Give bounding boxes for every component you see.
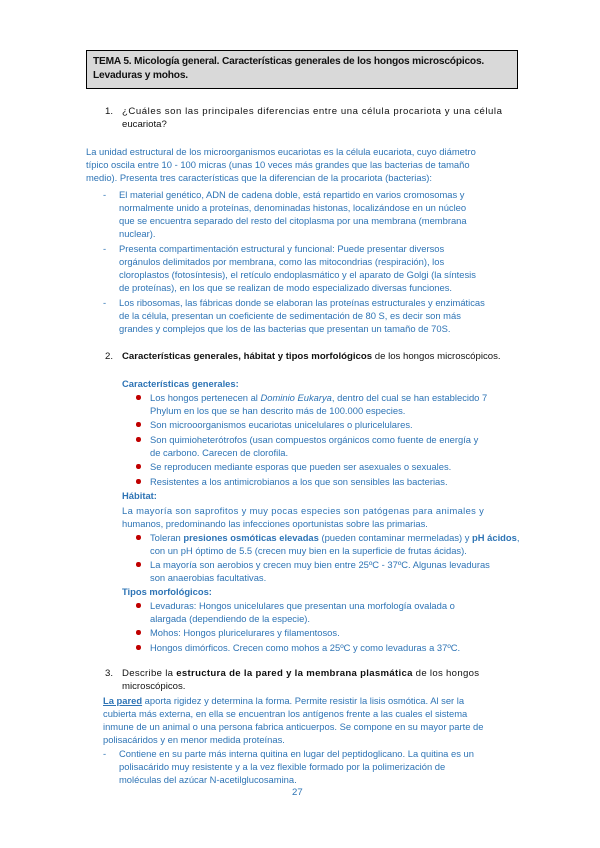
habitat-line: La mayoría son saprofitos y muy pocas especies son patógenas para animales y xyxy=(122,505,485,516)
pared-paragraph xyxy=(103,694,483,746)
question-3-post: de los hongos xyxy=(412,668,480,679)
pared-dash-line: Contiene en su parte más interna quitina en lugar del peptidoglicano. La quitina es un xyxy=(119,748,474,759)
tipos-item-2 xyxy=(150,626,340,639)
generales-item-line xyxy=(150,391,487,404)
pared-dash-line: moléculas del azúcar N-acetilglucosamina. xyxy=(119,774,297,785)
habitat-item-pre: Toleran xyxy=(150,532,184,543)
bullet-marker xyxy=(136,437,141,442)
generales-item-pre: Los hongos pertenecen al xyxy=(150,392,261,403)
pared-line-text: aporta rigidez y determina la forma. Permite resistir la lisis osmótica. Al ser la xyxy=(142,695,465,706)
habitat-heading: Hábitat: xyxy=(122,490,157,501)
bullet-marker xyxy=(136,535,141,540)
q1-item-line: cloroplastos (fotosíntesis), el retículo endoplasmático y el aparato de Golgi (la síntesis xyxy=(119,269,476,280)
generales-item-line: Se reproducen mediante esporas que pueden ser asexuales o sexuales. xyxy=(150,461,452,472)
title-line-1: TEMA 5. Micología general. Características generales de los hongos microscópicos. xyxy=(93,56,485,67)
pared-label: La pared xyxy=(103,695,143,706)
question-3-text xyxy=(122,667,516,693)
q1-item-line: Presenta compartimentación estructural y funcional: Puede presentar diversos xyxy=(119,243,445,254)
q1-item-line: de proteínas), en los que se realizan de modo especializado diversas funciones. xyxy=(119,282,453,293)
generales-item-line: Son quimioheterótrofos (usan compuestos orgánicos como fuente de energía y xyxy=(150,434,479,445)
dash-marker: - xyxy=(103,243,107,254)
generales-item-italic: Dominio Eukarya xyxy=(260,392,332,403)
habitat-item-mid: (pueden contaminar mermeladas) y xyxy=(318,532,473,543)
q1-item-line: nuclear). xyxy=(119,228,156,239)
generales-heading: Características generales: xyxy=(122,378,239,389)
question-3-pre: Describe la xyxy=(122,668,177,679)
q1-item-line: El material genético, ADN de cadena doble, está repartido en varios cromosomas y xyxy=(119,189,465,200)
bullet-marker xyxy=(136,562,141,567)
title-line-2: Levaduras y mohos. xyxy=(93,70,188,81)
tipos-item-3 xyxy=(150,641,460,654)
habitat-paragraph xyxy=(122,504,516,530)
q1-item-2 xyxy=(119,242,476,294)
habitat-item-bold: presiones osmóticas elevadas xyxy=(183,532,319,543)
habitat-item-line: con un pH óptimo de 5.5 (crecen muy bien en la superficie de frutas ácidas). xyxy=(150,545,467,556)
question-1-number: 1. xyxy=(105,106,114,117)
q1-item-3 xyxy=(119,296,485,335)
generales-item-line: Phylum en los que se han descrito más de 100.000 especies. xyxy=(150,405,406,416)
question-2-text xyxy=(122,350,501,363)
question-3-line-2: microscópicos. xyxy=(122,681,186,692)
question-2-rest: de los hongos microscópicos. xyxy=(372,351,501,362)
generales-item-post: , dentro del cual se han establecido 7 xyxy=(331,392,488,403)
dash-marker: - xyxy=(103,748,107,759)
q1-item-line: Los ribosomas, las fábricas donde se elaboran las proteínas estructurales y enzimáticas xyxy=(119,297,485,308)
pared-line: cubierta más externa, en ella se encuentran los antígenos frente a las cuales el sistema xyxy=(103,708,468,719)
q1-item-line: grandes y complejos que los de las bacterias que presentan un tamaño de 70S. xyxy=(119,323,451,334)
habitat-item-2 xyxy=(150,558,490,584)
habitat-item-line xyxy=(150,531,519,544)
tipos-item-line: Mohos: Hongos pluricelurares y filamentosos. xyxy=(150,627,340,638)
pared-dash-item xyxy=(119,747,474,786)
q1-intro-paragraph xyxy=(86,145,476,184)
question-2-bold: Características generales, hábitat y tipos morfológicos xyxy=(122,351,373,362)
q1-intro-line: medio). Presenta tres características que la diferencian de la procariota (bacterias): xyxy=(86,172,432,183)
question-1-line-2: eucariota? xyxy=(122,119,167,130)
habitat-item-line: son anaerobias facultativas. xyxy=(150,572,267,583)
q1-intro-line: típico oscila entre 10 - 100 micras (unas 10 veces más grandes que las bacterias de tamaño xyxy=(86,159,470,170)
question-1-text xyxy=(122,105,516,131)
q1-item-1 xyxy=(119,188,467,240)
question-2-number: 2. xyxy=(105,351,114,362)
generales-item-5 xyxy=(150,475,448,488)
bullet-marker xyxy=(136,630,141,635)
generales-item-line: Resistentes a los antimicrobianos a los que son sensibles las bacterias. xyxy=(150,476,448,487)
dash-marker: - xyxy=(103,189,107,200)
habitat-line: humanos, predominando las infecciones oportunistas sobre las primarias. xyxy=(122,518,428,529)
title-box xyxy=(86,50,518,89)
tipos-item-line: Hongos dimórficos. Crecen como mohos a 25ºC y como levaduras a 37ºC. xyxy=(150,642,461,653)
pared-dash-line: polisacárido muy resistente y a la vez flexible formado por la polimerización de xyxy=(119,761,446,772)
question-1-line-1: ¿Cuáles son las principales diferencias entre una célula procariota y una célula xyxy=(122,106,503,117)
generales-item-line: Son microoorganismos eucariotas unicelulares o pluricelulares. xyxy=(150,419,413,430)
tipos-item-1 xyxy=(150,599,455,625)
page-number: 27 xyxy=(292,787,303,798)
tipos-heading: Tipos morfológicos: xyxy=(122,586,212,597)
generales-item-4 xyxy=(150,460,451,473)
question-3-bold: estructura de la pared y la membrana plasmática xyxy=(176,668,413,679)
habitat-item-line: La mayoría son aerobios y crecen muy bien entre 25ºC - 37ºC. Algunas levaduras xyxy=(150,559,490,570)
bullet-marker xyxy=(136,645,141,650)
question-3-number: 3. xyxy=(105,668,114,679)
tipos-item-line: alargada (dependiendo de la especie). xyxy=(150,613,311,624)
habitat-item-post: , xyxy=(516,532,520,543)
bullet-marker xyxy=(136,603,141,608)
question-3-line-1 xyxy=(122,667,516,680)
q1-item-line: normalmente unido a proteínas, denominadas histonas, localizándose en un núcleo xyxy=(119,202,467,213)
q1-intro-line: La unidad estructural de los microorganismos eucariotas es la célula eucariota, cuyo diámetro xyxy=(86,146,476,157)
pared-line: polisacáridos y en menor medida proteínas. xyxy=(103,734,285,745)
generales-item-3 xyxy=(150,433,478,459)
habitat-item-1 xyxy=(150,531,519,557)
pared-line: inmune de un animal o una persona fabrica anticuerpos. Se compone en su mayor parte de xyxy=(103,721,484,732)
q1-item-line: que se encuentra separado del resto del citoplasma por una membrana (membrana xyxy=(119,215,467,226)
generales-item-1 xyxy=(150,391,487,417)
bullet-marker xyxy=(136,422,141,427)
q1-item-line: orgánulos delimitados por membrana, como las mitocondrias (respiración), los xyxy=(119,256,445,267)
dash-marker: - xyxy=(103,297,107,308)
generales-item-line: de carbono. Carecen de clorofila. xyxy=(150,447,289,458)
bullet-marker xyxy=(136,479,141,484)
tipos-item-line: Levaduras: Hongos unicelulares que presentan una morfología ovalada o xyxy=(150,600,455,611)
q1-item-line: de la célula, presentan un coeficiente de sedimentación de 80 S, es decir son más xyxy=(119,310,461,321)
generales-item-2 xyxy=(150,418,413,431)
pared-line xyxy=(103,694,483,707)
bullet-marker xyxy=(136,464,141,469)
bullet-marker xyxy=(136,395,141,400)
habitat-item-bold: pH ácidos xyxy=(472,532,517,543)
